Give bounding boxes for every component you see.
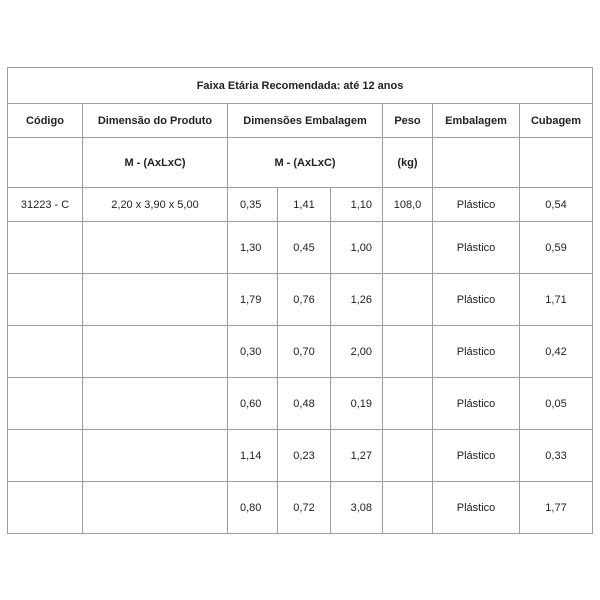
cell-dim-c: 3,08	[331, 482, 383, 534]
cell-peso	[383, 378, 433, 430]
unit-peso: (kg)	[383, 138, 433, 188]
cell-embalagem: Plástico	[433, 482, 520, 534]
cell-dimensao-produto	[83, 326, 228, 378]
cell-dimensao-produto	[83, 482, 228, 534]
table-row	[8, 222, 593, 274]
cell-cubagem: 0,33	[520, 430, 593, 482]
cell-embalagem: Plástico	[433, 222, 520, 274]
table-row	[8, 430, 593, 482]
unit-dimensao-produto: M - (AxLxC)	[83, 138, 228, 188]
table-row	[8, 378, 593, 430]
cell-dimensao-produto: 2,20 x 3,90 x 5,00	[83, 188, 228, 222]
unit-codigo	[8, 138, 83, 188]
cell-codigo	[8, 222, 83, 274]
header-dimensoes-embalagem: Dimensões Embalagem	[228, 104, 383, 138]
cell-codigo	[8, 482, 83, 534]
cell-dim-l: 0,76	[278, 274, 331, 326]
table-row	[8, 482, 593, 534]
cell-codigo	[8, 274, 83, 326]
cell-dim-l: 1,41	[278, 188, 331, 222]
cell-peso	[383, 430, 433, 482]
product-spec-table	[7, 67, 593, 534]
cell-cubagem: 1,77	[520, 482, 593, 534]
header-embalagem: Embalagem	[433, 104, 520, 138]
header-cubagem: Cubagem	[520, 104, 593, 138]
cell-dimensao-produto	[83, 430, 228, 482]
cell-peso	[383, 326, 433, 378]
header-dimensao-produto: Dimensão do Produto	[83, 104, 228, 138]
cell-dim-l: 0,48	[278, 378, 331, 430]
unit-row	[8, 138, 593, 188]
cell-dim-c: 0,19	[331, 378, 383, 430]
cell-dim-a: 1,79	[228, 274, 278, 326]
cell-embalagem: Plástico	[433, 378, 520, 430]
cell-dim-l: 0,23	[278, 430, 331, 482]
cell-dim-c: 1,10	[331, 188, 383, 222]
cell-dim-a: 0,60	[228, 378, 278, 430]
cell-embalagem: Plástico	[433, 430, 520, 482]
cell-embalagem: Plástico	[433, 274, 520, 326]
cell-cubagem: 0,59	[520, 222, 593, 274]
cell-dim-a: 0,30	[228, 326, 278, 378]
header-row	[8, 104, 593, 138]
unit-dimensoes-embalagem: M - (AxLxC)	[228, 138, 383, 188]
unit-cubagem	[520, 138, 593, 188]
cell-dim-l: 0,72	[278, 482, 331, 534]
cell-codigo	[8, 326, 83, 378]
cell-cubagem: 0,54	[520, 188, 593, 222]
table-row	[8, 188, 593, 222]
table-row	[8, 274, 593, 326]
header-codigo: Código	[8, 104, 83, 138]
cell-peso	[383, 274, 433, 326]
cell-codigo	[8, 378, 83, 430]
title-row	[8, 68, 593, 104]
cell-cubagem: 0,42	[520, 326, 593, 378]
cell-dimensao-produto	[83, 274, 228, 326]
cell-peso	[383, 482, 433, 534]
cell-dim-c: 1,00	[331, 222, 383, 274]
unit-embalagem	[433, 138, 520, 188]
cell-peso	[383, 222, 433, 274]
cell-codigo	[8, 430, 83, 482]
cell-dim-c: 2,00	[331, 326, 383, 378]
cell-peso: 108,0	[383, 188, 433, 222]
cell-cubagem: 1,71	[520, 274, 593, 326]
header-peso: Peso	[383, 104, 433, 138]
cell-dim-c: 1,26	[331, 274, 383, 326]
cell-dim-l: 0,45	[278, 222, 331, 274]
cell-dim-a: 1,30	[228, 222, 278, 274]
cell-cubagem: 0,05	[520, 378, 593, 430]
cell-dim-a: 0,35	[228, 188, 278, 222]
cell-embalagem: Plástico	[433, 326, 520, 378]
cell-dim-a: 0,80	[228, 482, 278, 534]
cell-dim-c: 1,27	[331, 430, 383, 482]
cell-embalagem: Plástico	[433, 188, 520, 222]
cell-dimensao-produto	[83, 222, 228, 274]
cell-codigo: 31223 - C	[8, 188, 83, 222]
cell-dim-a: 1,14	[228, 430, 278, 482]
cell-dim-l: 0,70	[278, 326, 331, 378]
table-title: Faixa Etária Recomendada: até 12 anos	[8, 68, 593, 104]
table-row	[8, 326, 593, 378]
cell-dimensao-produto	[83, 378, 228, 430]
